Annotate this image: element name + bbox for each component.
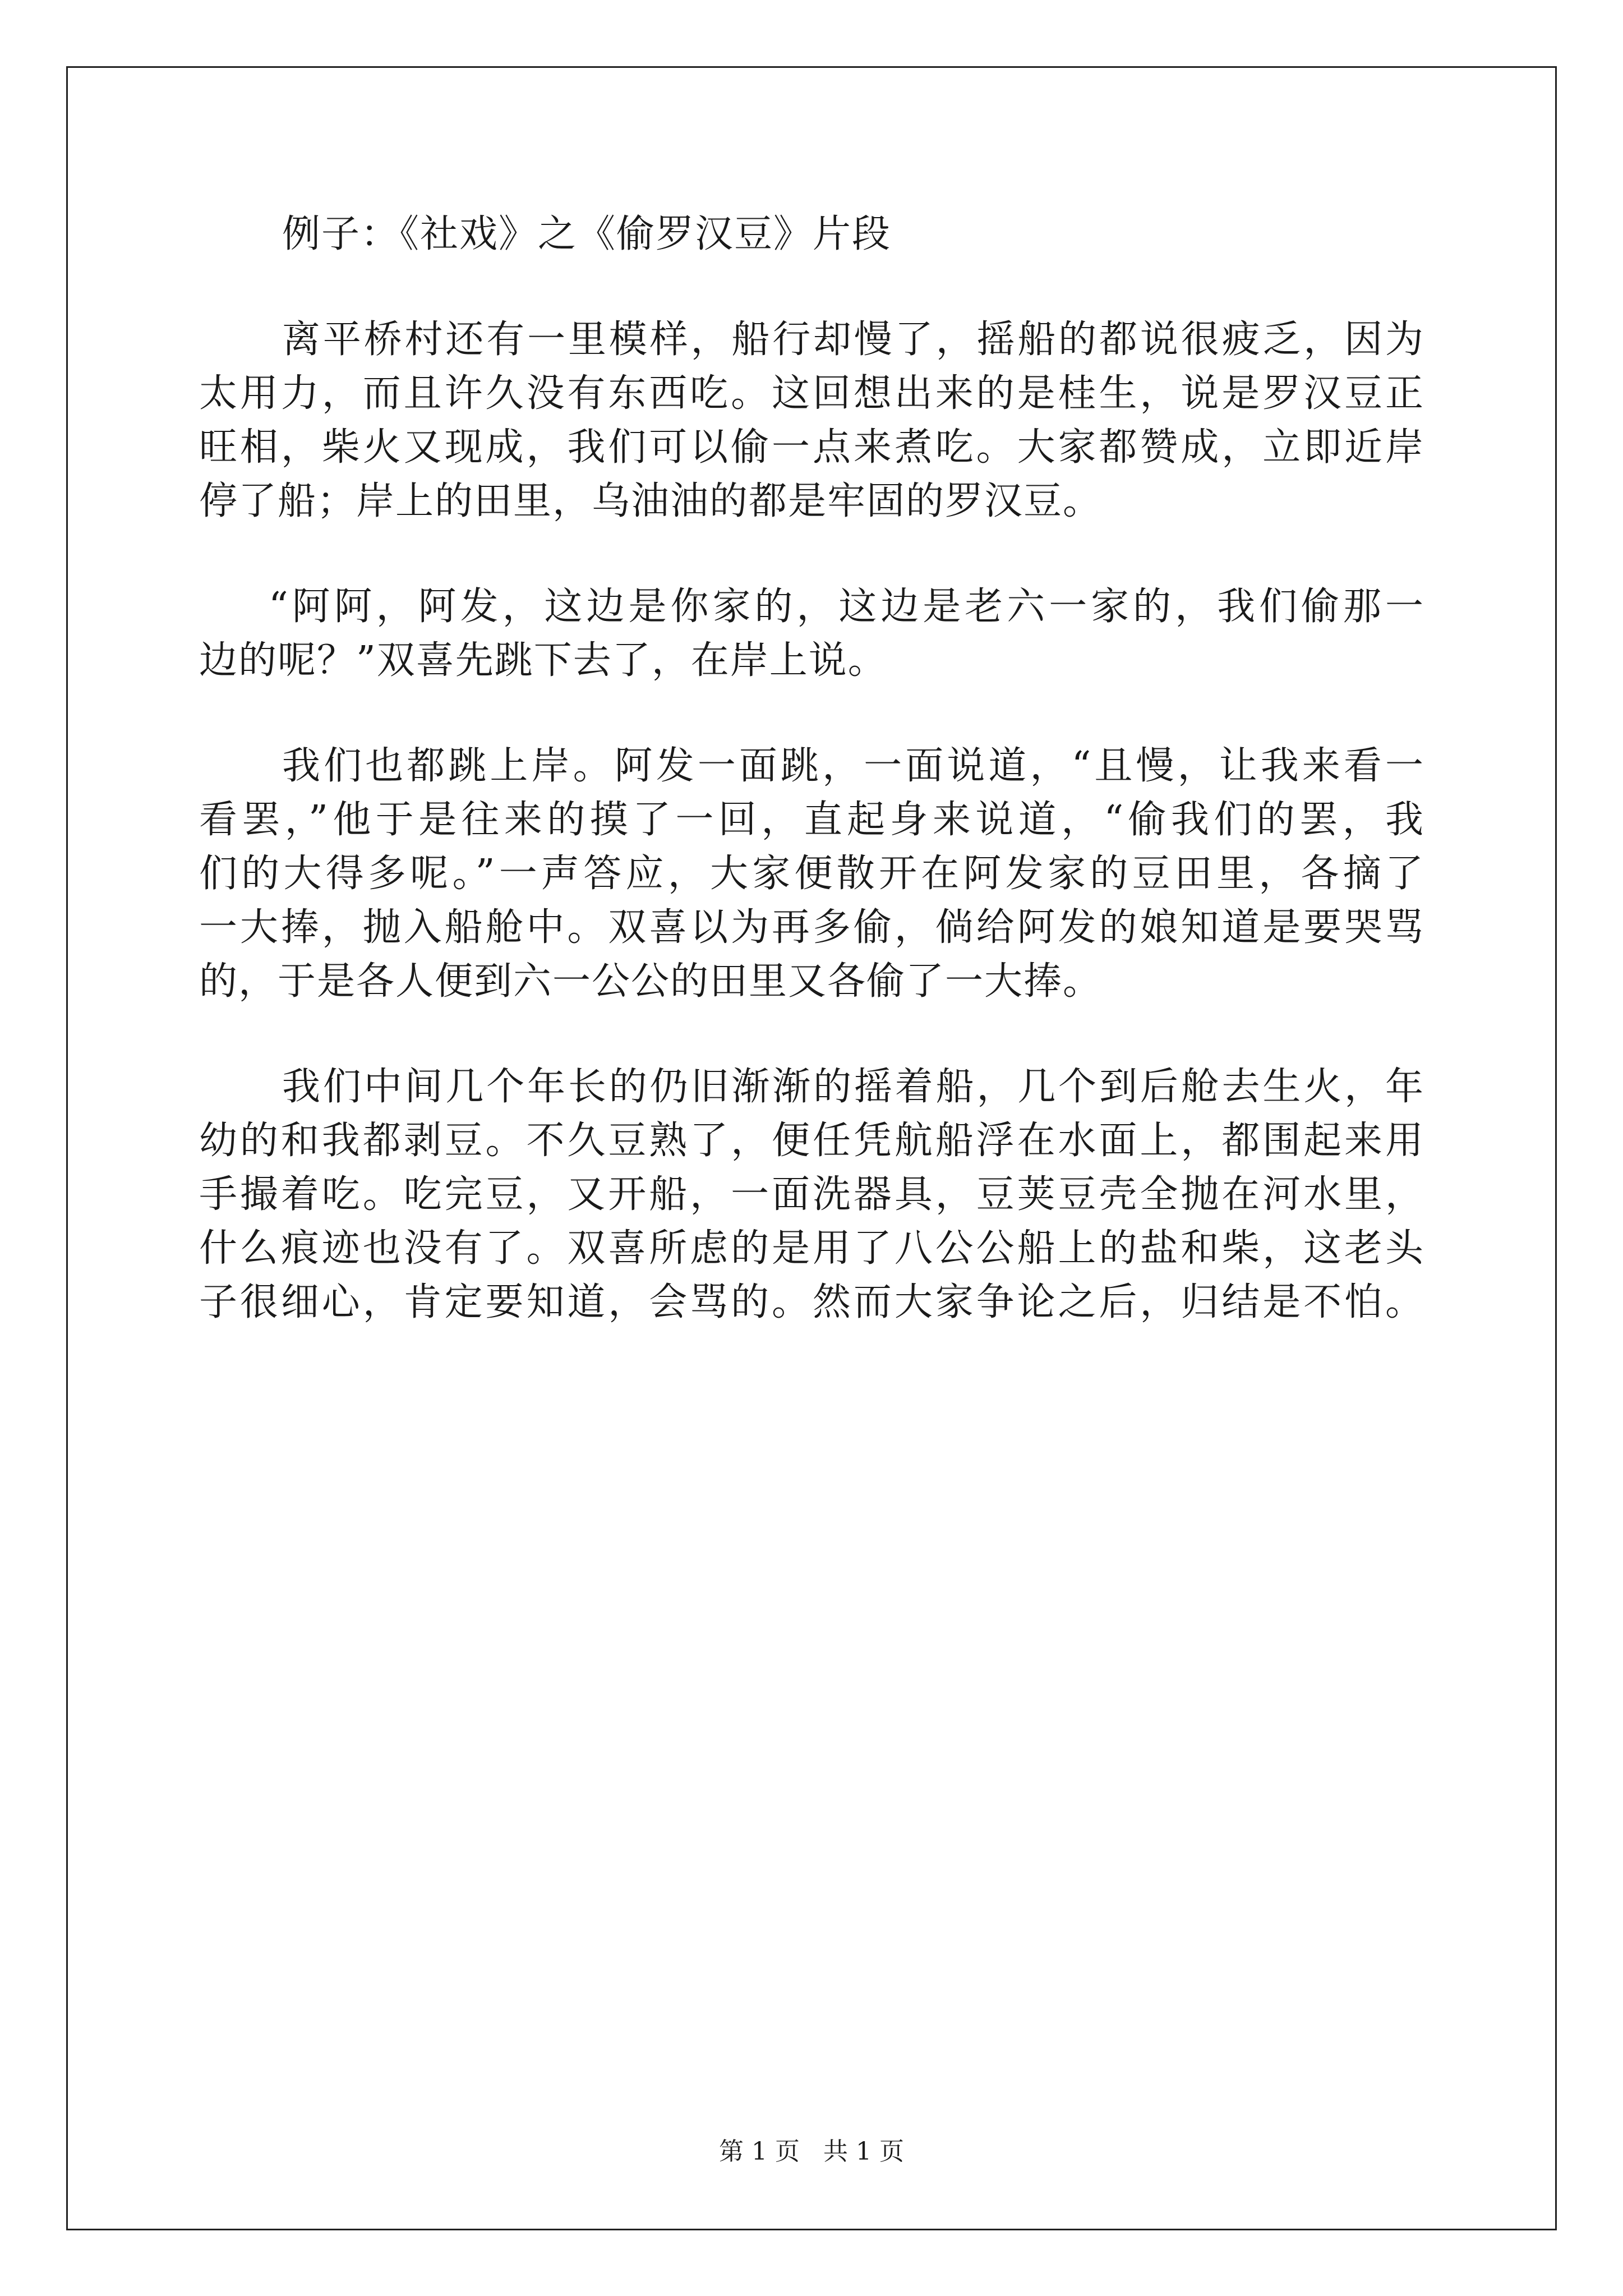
paragraph-2 [199,580,1424,688]
paragraph-line: 看罢，”他于是往来的摸了一回，直起身来说道，“偷我们的罢，我 [199,798,1424,842]
page-number-footer: 第 1 页 共 1 页 [719,2137,904,2166]
paragraph-line: 离平桥村还有一里模样，船行却慢了，摇船的都说很疲乏，因为 [282,318,1424,362]
paragraph-3 [199,739,1424,1009]
paragraph-line: 太用力，而且许久没有东西吃。这回想出来的是桂生，说是罗汉豆正 [199,371,1424,416]
document-body [199,208,1424,1381]
paragraph-line: 一大捧，抛入船舱中。双喜以为再多偷，倘给阿发的娘知道是要哭骂 [199,905,1424,950]
paragraph-line: 什么痕迹也没有了。双喜所虑的是用了八公公船上的盐和柴，这老头 [199,1226,1424,1271]
paragraph-4 [199,1060,1424,1329]
paragraph-line: 手撮着吃。吃完豆，又开船，一面洗器具，豆荚豆壳全抛在河水里， [199,1172,1424,1217]
paragraph-line: 的，于是各人便到六一公公的田里又各偷了一大捧。 [199,959,1103,1004]
document-title: 例子：《社戏》之《偷罗汉豆》片段 [282,212,892,256]
paragraph-line: 我们中间几个年长的仍旧渐渐的摇着船，几个到后舱去生火，年 [282,1065,1424,1109]
paragraph-1 [199,313,1424,528]
paragraph-line: 旺相，柴火又现成，我们可以偷一点来煮吃。大家都赞成，立即近岸 [199,425,1424,470]
paragraph-line: 边的呢？”双喜先跳下去了，在岸上说。 [199,638,887,683]
paragraph-line: 停了船；岸上的田里，乌油油的都是牢固的罗汉豆。 [199,479,1103,523]
paragraph-line: 幼的和我都剥豆。不久豆熟了，便任凭航船浮在水面上，都围起来用 [199,1119,1424,1163]
paragraph-line: “阿阿，阿发，这边是你家的，这边是老六一家的，我们偷那一 [269,585,1424,629]
paragraph-line: 我们也都跳上岸。阿发一面跳，一面说道，“且慢，让我来看一 [282,744,1424,788]
paragraph-line: 子很细心，肯定要知道，会骂的。然而大家争论之后，归结是不怕。 [199,1280,1424,1324]
paragraph-line: 们的大得多呢。”一声答应，大家便散开在阿发家的豆田里，各摘了 [199,852,1424,896]
